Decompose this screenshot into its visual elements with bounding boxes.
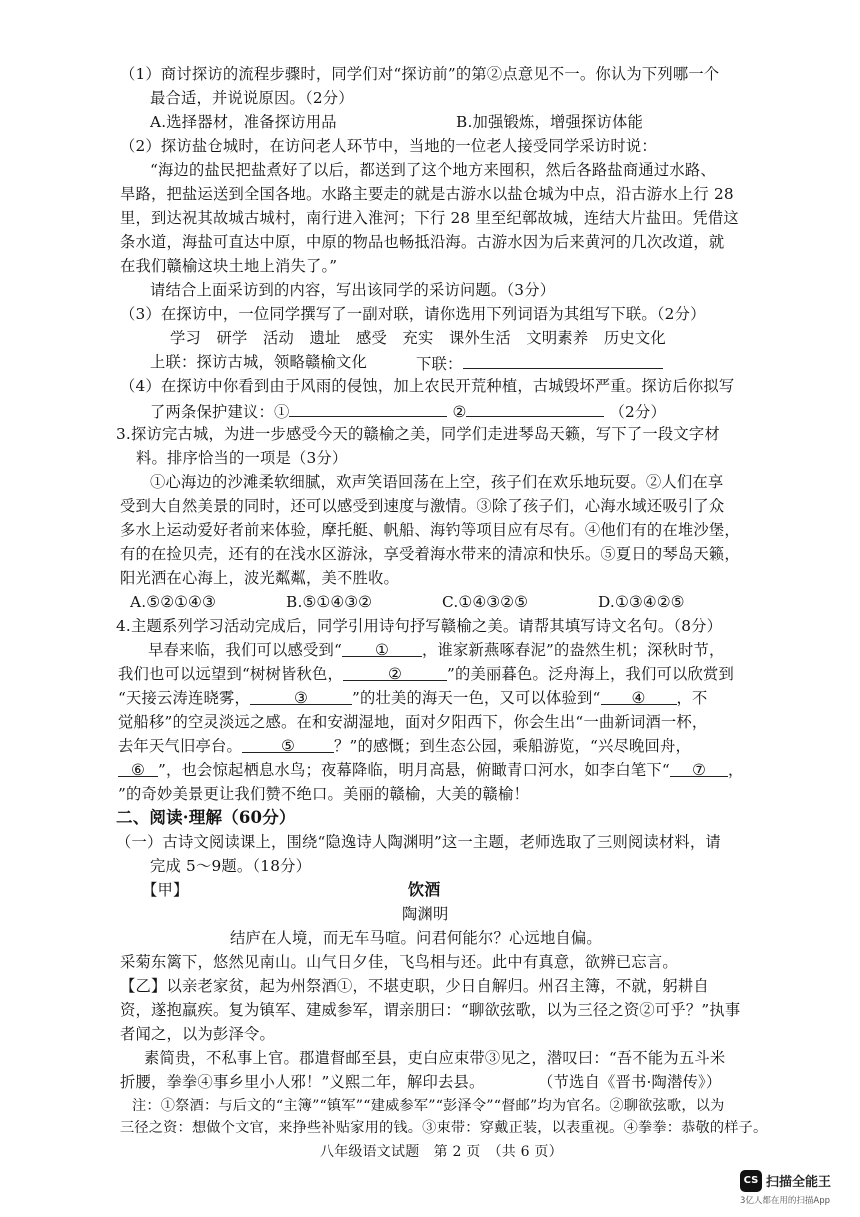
q4-text-5: [118, 736, 691, 756]
q3-line2: 料。排序恰当的一项是（3分）: [136, 449, 348, 467]
q4-text-6: [118, 760, 743, 780]
q2-2-question: 请结合上面采访到的内容，写出该同学的采访问题。（3分）: [150, 281, 556, 299]
yi-line-1: 【乙】以亲老家贫，起为州祭酒①，不堪吏职，少日自解归。州召主簿，不就，躬耕自: [120, 977, 709, 995]
watermark-tagline: 3亿人都在用的扫描App: [740, 1196, 831, 1206]
q4-text-1b: ，谁家新燕啄春泥”的盎然生机；深秋时节，: [421, 641, 725, 659]
q2-4-part-b: ②: [452, 403, 467, 421]
blank-1[interactable]: ①: [342, 640, 422, 657]
section-2-heading: 二、阅读·理解（60分）: [116, 808, 296, 827]
watermark-app-name: 扫描全能王: [766, 1175, 832, 1190]
q4-line1: 4.主题系列学习活动完成后，同学引用诗句抒写赣榆之美。请帮其填写诗文名句。（8分）: [116, 617, 723, 635]
q3-option-d: D.①③④②⑤: [598, 593, 685, 611]
q3-option-a: A.⑤②①④③: [130, 593, 216, 611]
q4-text-5b: ？”的感慨；到生态公园，乘船游览，“兴尽晚回舟，: [333, 737, 691, 755]
q3-passage-1: ①心海边的沙滩柔软细腻，欢声笑语回荡在上空，孩子们在欢乐地玩耍。②人们在享: [150, 473, 724, 491]
q2-3-word-bank: 学习 研学 活动 遗址 感受 充实 课外生活 文明素养 历史文化: [170, 329, 666, 347]
q2-1-line2: 最合适，并说说原因。（2分）: [150, 89, 354, 107]
blank-3[interactable]: ③: [250, 688, 352, 705]
q3-passage-3: 多水上运动爱好者前来体验，摩托艇、帆船、海钓等项目应有尽有。④他们有的在堆沙堡，: [120, 521, 740, 539]
couplet-upper: 上联：探访古城，领略赣榆文化: [150, 353, 367, 371]
q3-passage-5: 阳光洒在心海上，波光粼粼，美不胜收。: [120, 569, 399, 587]
q4-text-6c: ，: [727, 761, 744, 779]
q4-text-3b: ”的壮美的海天一色，又可以体验到“: [352, 689, 601, 707]
camscanner-logo-icon: CS: [740, 1170, 762, 1192]
q2-2-quote-2: 旱路，把盐运送到全国各地。水路主要走的就是古游水以盐仓城为中点，沿古游水上行 28: [120, 185, 734, 203]
q2-4-part-a: 了两条保护建议：①: [150, 403, 290, 421]
yi-line-2: 资，遂抱羸疾。复为镇军、建威参军，谓亲朋曰：“聊欲弦歌，以为三径之资②可乎？”执事: [120, 1001, 741, 1019]
scanner-watermark: [740, 1168, 844, 1208]
poem-line-1: 结庐在人境，而无车马喧。问君何能尔？心远地自偏。: [230, 929, 602, 947]
q4-text-4: 觉船移”的空灵淡远之感。在和安湖湿地，面对夕阳西下，你会生出“一曲新词酒一杯，: [118, 713, 708, 731]
section-2-intro-1: （一）古诗文阅读课上，围绕“隐逸诗人陶渊明”这一主题，老师选取了三则阅读材料，请: [116, 833, 721, 851]
q2-2-quote-3: 里，到达祝其故城古城村，南行进入淮河；下行 28 里至纪鄣故城，连结大片盐田。凭借这: [120, 209, 739, 227]
q4-text-2a: 我们也可以远望到“树树皆秋色，: [118, 665, 343, 683]
blank-2[interactable]: ②: [343, 664, 447, 681]
q4-text-3a: “天接云涛连晓雾，: [118, 689, 250, 707]
blank-5[interactable]: ⑤: [242, 736, 334, 753]
q4-text-7: ”的奇妙美景更让我们赞不绝口。美丽的赣榆，大美的赣榆！: [118, 785, 529, 803]
couplet-lower-label: 下联：: [416, 355, 463, 373]
q2-2-quote-5: 在我们赣榆这块土地上消失了。”: [120, 257, 338, 275]
q4-text-2b: ”的美丽暮色。泛舟海上，我们可以欣赏到: [446, 665, 734, 683]
blank-4[interactable]: ④: [601, 688, 677, 705]
yi-line-3: 者闻之，以为彭泽令。: [120, 1025, 275, 1043]
yi-source: （节选自《晋书·陶潜传》）: [538, 1073, 722, 1091]
q2-4-part-c: （2分）: [609, 403, 666, 421]
poem-line-2: 采菊东篱下，悠然见南山。山气日夕佳，飞鸟相与还。此中有真意，欲辨已忘言。: [120, 953, 678, 971]
q4-text-5a: 去年天气旧亭台。: [118, 737, 242, 755]
q3-option-c: C.①④③②⑤: [442, 593, 528, 611]
blank-6[interactable]: ⑥: [118, 760, 158, 777]
suggestion-1-blank[interactable]: [289, 400, 447, 417]
q2-2-quote-1: “海边的盐民把盐煮好了以后，都送到了这个地方来囤积，然后各路盐商通过水路、: [150, 161, 716, 179]
q2-4-line1: （4）在探访中你看到由于风雨的侵蚀，加上农民开荒种植，古城毁坏严重。探访后你拟写: [120, 377, 735, 395]
couplet-lower: [416, 352, 663, 374]
q4-text-1: [148, 640, 724, 660]
q3-option-b: B.⑤①④③②: [286, 593, 373, 611]
couplet-lower-blank[interactable]: [463, 352, 663, 369]
q3-passage-2: 受到大自然美景的同时，还可以感受到速度与激情。③除了孩子们，心海水域还吸引了众: [120, 497, 725, 515]
notes-line-1: 注：①祭酒：与后文的“主簿”“镇军”“建威参军”“彭泽令”“督邮”均为官名。②聊欲弦歌，以为: [132, 1098, 725, 1114]
q4-text-2: [118, 664, 734, 684]
q4-text-3: [118, 688, 708, 708]
q2-3-line1: （3）在探访中，一位同学撰写了一副对联，请你选用下列词语为其组写下联。（2分）: [120, 305, 706, 323]
jia-label: 【甲】: [142, 881, 189, 899]
poem-author: 陶渊明: [402, 905, 449, 923]
q4-text-3c: ，不: [676, 689, 708, 707]
section-2-intro-2: 完成 5～9题。（18分）: [150, 857, 312, 875]
q4-text-6b: ”，也会惊起栖息水鸟；夜幕降临，明月高悬，俯瞰青口河水，如李白笔下“: [158, 761, 670, 779]
blank-7[interactable]: ⑦: [670, 760, 728, 777]
q2-4-line2: [150, 400, 666, 422]
q2-1-option-a: A.选择器材，准备探访用品: [150, 113, 337, 131]
q2-1-option-b: B.加强锻炼，增强探访体能: [456, 113, 643, 131]
q3-line1: 3.探访完古城，为进一步感受今天的赣榆之美，同学们走进琴岛天籁，写下了一段文字材: [116, 425, 720, 443]
q2-1-line1: （1）商讨探访的流程步骤时，同学们对“探访前”的第②点意见不一。你认为下列哪一个: [120, 65, 720, 83]
q2-2-intro: （2）探访盐仓城时，在访问老人环节中，当地的一位老人接受同学采访时说：: [120, 137, 657, 155]
yi-line-5: 折腰，拳拳④事乡里小人邪！”义熙二年，解印去县。: [120, 1073, 485, 1091]
notes-line-2: 三径之资：想做个文官，来挣些补贴家用的钱。③束带：穿戴正装，以表重视。④拳拳：恭敬的样子。: [120, 1120, 768, 1136]
poem-title: 饮酒: [408, 880, 441, 899]
q4-text-1a: 早春来临，我们可以感受到“: [148, 641, 342, 659]
yi-line-4: 素简贵，不私事上官。郡遣督邮至县，吏白应束带③见之，潜叹曰：“吾不能为五斗米: [144, 1049, 726, 1067]
q2-2-quote-4: 条水道，海盐可直达中原，中原的物品也畅抵沿海。古游水因为后来黄河的几次改道，就: [120, 233, 725, 251]
q3-passage-4: 有的在捡贝壳，还有的在浅水区游泳，享受着海水带来的清凉和快乐。⑤夏日的琴岛天籁，: [120, 545, 740, 563]
suggestion-2-blank[interactable]: [466, 400, 604, 417]
page-footer: 八年级语文试题 第 2 页 （共 6 页）: [320, 1144, 563, 1160]
